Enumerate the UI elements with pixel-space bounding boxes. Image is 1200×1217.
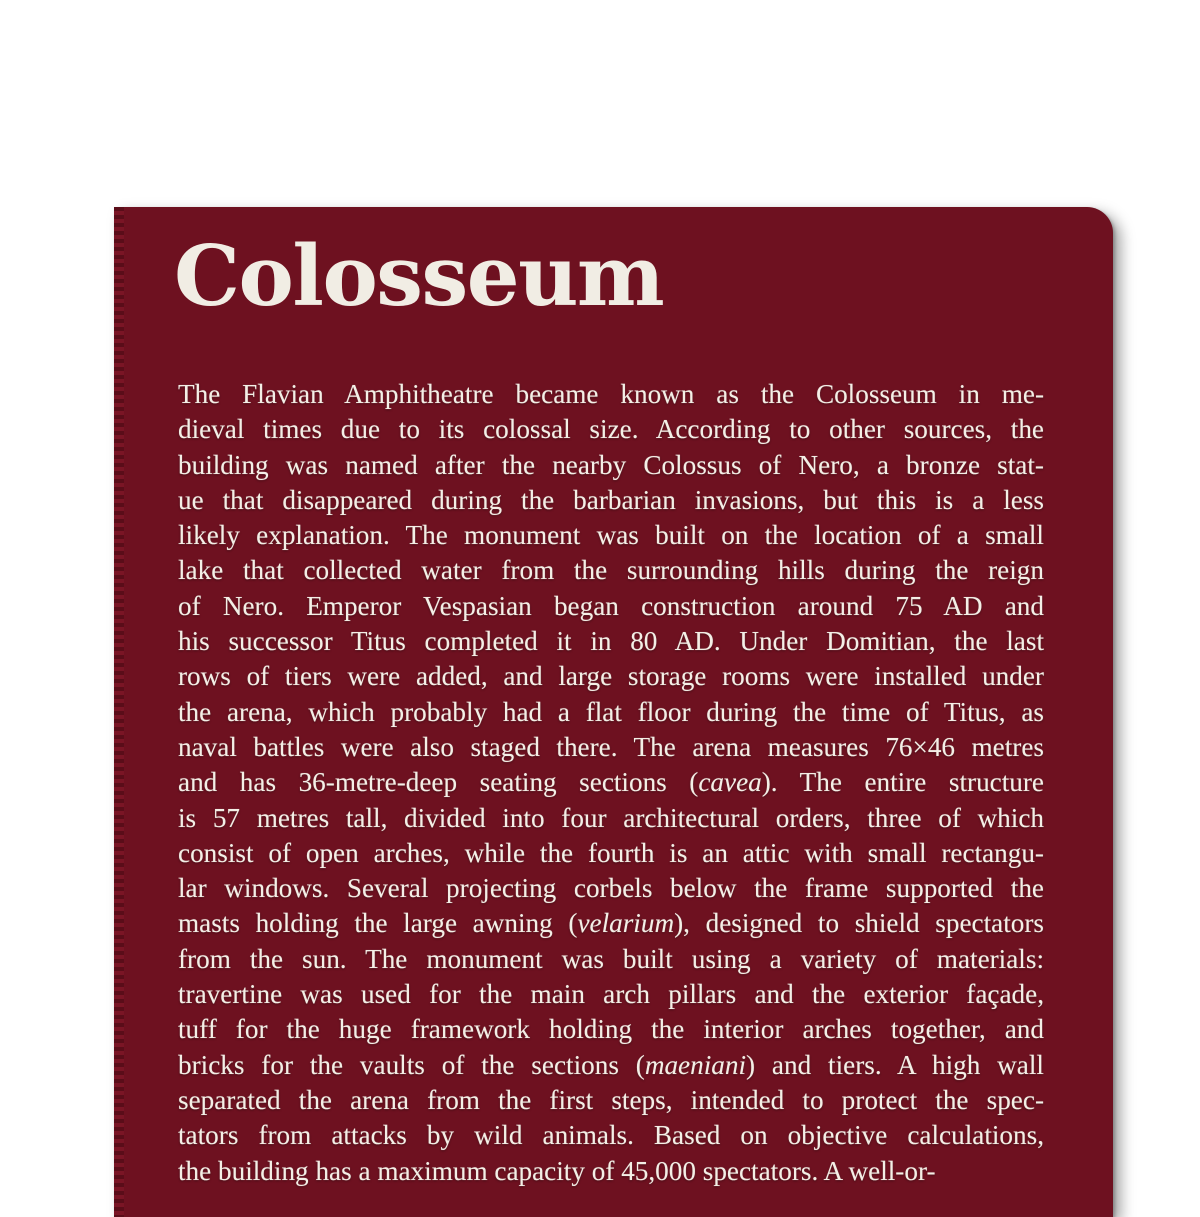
paragraph-line: lake that collected water from the surrounding hills during the reign — [178, 555, 1044, 586]
paragraph-line: likely explanation. The monument was built on the location of a small — [178, 520, 1044, 551]
italic-term: velarium — [577, 908, 675, 939]
paragraph-line: building was named after the nearby Colossus of Nero, a bronze stat- — [178, 449, 1044, 480]
paragraph-line: consist of open arches, while the fourth is an attic with small rectangu- — [178, 837, 1044, 868]
paragraph-line: the building has a maximum capacity of 45,000 spectators. A well-or- — [178, 1155, 936, 1186]
paragraph-line: his successor Titus completed it in 80 AD. Under Domitian, the last — [178, 626, 1044, 657]
paragraph-line: masts holding the large awning (velarium), designed to shield spectators — [178, 908, 1045, 939]
page-title: Colosseum — [174, 227, 664, 325]
paragraph-line: dieval times due to its colossal size. According to other sources, the — [178, 414, 1044, 445]
paragraph-line: travertine was used for the main arch pillars and the exterior façade, — [178, 979, 1044, 1010]
italic-term: maeniani — [644, 1049, 746, 1080]
paragraph-line: rows of tiers were added, and large storage rooms were installed under — [178, 661, 1044, 692]
body-paragraph — [178, 377, 1044, 1189]
paragraph-line: ue that disappeared during the barbarian invasions, but this is a less — [178, 484, 1044, 515]
paragraph-line: tuff for the huge framework holding the interior arches together, and — [178, 1014, 1044, 1045]
paragraph-line: from the sun. The monument was built using a variety of materials: — [178, 943, 1044, 974]
paragraph-line: tators from attacks by wild animals. Based on objective calculations, — [178, 1120, 1044, 1151]
paragraph-line: naval battles were also staged there. The arena measures 76×46 metres — [178, 731, 1044, 762]
italic-term: cavea — [698, 767, 762, 798]
paragraph-line: the arena, which probably had a flat floor during the time of Titus, as — [178, 696, 1044, 727]
paragraph-line: separated the arena from the first steps, intended to protect the spec- — [178, 1084, 1044, 1115]
paragraph-line: The Flavian Amphitheatre became known as the Colosseum in me- — [178, 379, 1044, 409]
paragraph-line: and has 36-metre-deep seating sections (cavea). The entire structure — [178, 767, 1044, 798]
notebook-cover — [114, 207, 1113, 1217]
paragraph-line: lar windows. Several projecting corbels below the frame supported the — [178, 873, 1044, 904]
paragraph-line: bricks for the vaults of the sections (maeniani) and tiers. A high wall — [178, 1049, 1044, 1080]
paragraph-line: of Nero. Emperor Vespasian began construction around 75 AD and — [178, 590, 1044, 621]
paragraph-line: is 57 metres tall, divided into four architectural orders, three of which — [178, 802, 1044, 833]
stitched-spine — [114, 207, 124, 1217]
